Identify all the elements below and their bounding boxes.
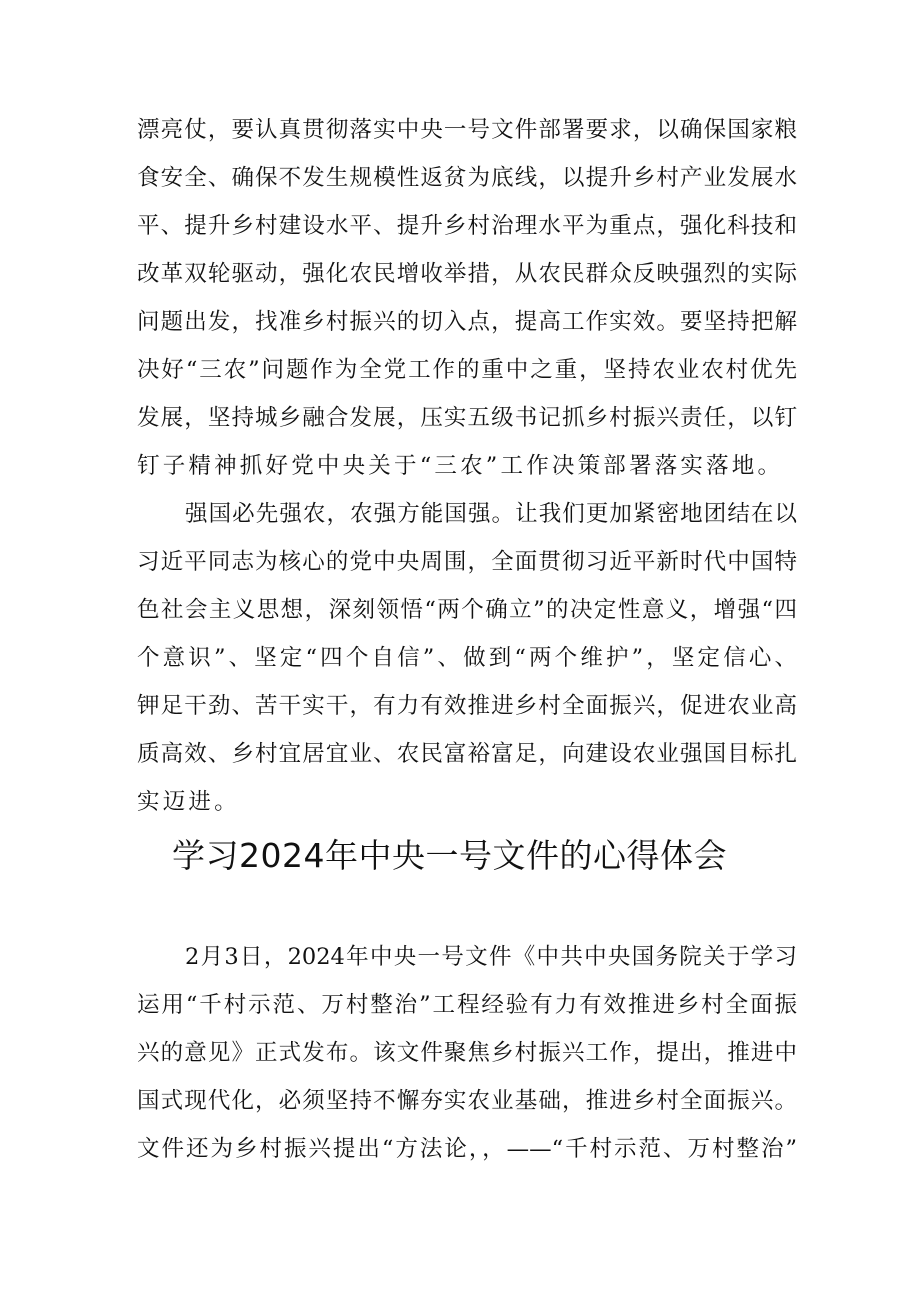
paragraph-line: 强国必先强农，农强方能国强。让我们更加紧密地团结在以 [185, 501, 797, 527]
paragraph-1 [137, 106, 797, 490]
paragraph-line: 钾足干劲、苦干实干，有力有效推进乡村全面振兴，促进农业高 [137, 693, 797, 719]
paragraph-line: 食安全、确保不发生规模性返贫为底线，以提升乡村产业发展水 [137, 165, 797, 191]
paragraph-line: 问题出发，找准乡村振兴的切入点，提高工作实效。要坚持把解 [137, 309, 797, 335]
paragraph-line: 运用“千村示范、万村整治”工程经验有力有效推进乡村全面振 [137, 992, 797, 1018]
paragraph-line: 决好“三农”问题作为全党工作的重中之重，坚持农业农村优先 [137, 357, 797, 383]
paragraph-line: 兴的意见》正式发布。该文件聚焦乡村振兴工作，提出，推进中 [137, 1040, 797, 1066]
paragraph-line: 色社会主义思想，深刻领悟“两个确立”的决定性意义，增强“四 [137, 597, 797, 623]
paragraph-line: 实迈进。 [137, 789, 240, 815]
paragraph-line: 个意识”、坚定“四个自信”、做到“两个维护”，坚定信心、 [137, 645, 797, 671]
section-heading: 学习2024年中央一号文件的心得体会 [172, 836, 727, 875]
paragraph-line: 2月3日，2024年中央一号文件《中共中央国务院关于学习 [185, 944, 797, 970]
paragraph-3 [137, 933, 797, 1173]
paragraph-line: 发展，坚持城乡融合发展，压实五级书记抓乡村振兴责任，以钉 [137, 405, 797, 431]
paragraph-line: 质高效、乡村宜居宜业、农民富裕富足，向建设农业强国目标扎 [137, 741, 797, 767]
paragraph-line: 钉子精神抓好党中央关于“三农”工作决策部署落实落地。 [137, 453, 784, 479]
paragraph-line: 平、提升乡村建设水平、提升乡村治理水平为重点，强化科技和 [137, 213, 797, 239]
paragraph-line: 习近平同志为核心的党中央周围，全面贯彻习近平新时代中国特 [137, 549, 797, 575]
paragraph-line: 国式现代化，必须坚持不懈夯实农业基础，推进乡村全面振兴。 [137, 1088, 797, 1114]
paragraph-line: 漂亮仗，要认真贯彻落实中央一号文件部署要求，以确保国家粮 [137, 117, 797, 143]
paragraph-line: 改革双轮驱动，强化农民增收举措，从农民群众反映强烈的实际 [137, 261, 797, 287]
paragraph-line: 文件还为乡村振兴提出“方法论，，——“千村示范、万村整治” [137, 1136, 797, 1162]
paragraph-2 [137, 490, 797, 826]
